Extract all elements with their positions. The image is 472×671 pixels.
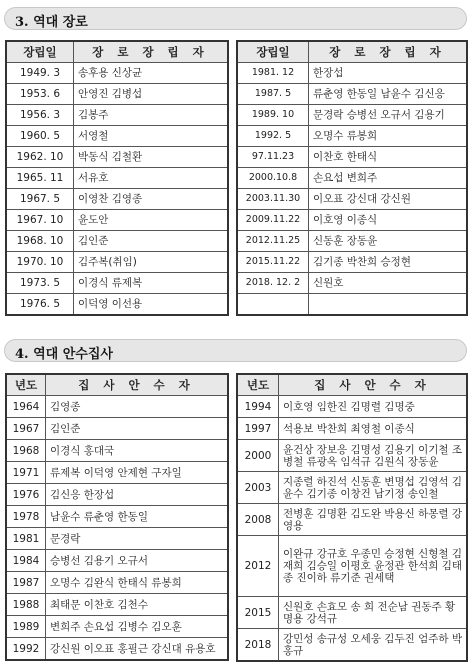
ordained-names: 최태문 이찬호 김천수 xyxy=(46,594,229,616)
table-row xyxy=(6,252,228,273)
table-row xyxy=(6,616,228,638)
table-row xyxy=(6,210,228,231)
elders-table-right xyxy=(236,40,468,316)
table-row xyxy=(237,472,467,504)
ordination-date: 2009.11.22 xyxy=(237,210,309,231)
ordination-date: 2015.11.22 xyxy=(237,252,309,273)
table-row xyxy=(237,168,467,189)
ordained-names: 김인준 xyxy=(74,231,229,252)
ordination-year: 2003 xyxy=(237,472,279,504)
ordained-names: 이경식 류제복 xyxy=(74,273,229,294)
ordination-date: 2003.11.30 xyxy=(237,189,309,210)
ordination-date: 1987. 5 xyxy=(237,84,309,105)
table-row xyxy=(6,594,228,616)
ordination-date: 1967. 10 xyxy=(6,210,74,231)
ordained-names: 석용보 박찬희 최영철 이종식 xyxy=(279,418,468,440)
col-header-year: 년도 xyxy=(6,374,46,396)
table-row xyxy=(6,418,228,440)
deacons-table-right xyxy=(236,373,468,662)
table-row xyxy=(237,597,467,629)
ordained-names: 문경락 xyxy=(46,528,229,550)
ordination-year: 1964 xyxy=(6,396,46,418)
col-header-names: 집 사 안 수 자 xyxy=(46,374,229,396)
ordained-names: 김인준 xyxy=(46,418,229,440)
table-row xyxy=(6,294,228,316)
table-row xyxy=(237,231,467,252)
ordination-date: 1960. 5 xyxy=(6,126,74,147)
ordained-names: 이오표 강신대 강신원 xyxy=(309,189,468,210)
deacons-table-left xyxy=(5,373,229,661)
table-row xyxy=(6,63,228,84)
ordained-names: 강신원 이오표 홍필근 강신대 유용호 xyxy=(46,638,229,661)
table-row xyxy=(6,550,228,572)
ordination-year: 1981 xyxy=(6,528,46,550)
ordained-names: 류제복 이덕영 안제현 구자일 xyxy=(46,462,229,484)
ordination-year: 1984 xyxy=(6,550,46,572)
ordination-year: 1976 xyxy=(6,484,46,506)
ordained-names: 지종렬 하진석 신동훈 변명섭 김영석 김윤수 김기종 이창건 남기정 송인철 xyxy=(279,472,468,504)
table-row xyxy=(237,189,467,210)
col-header-date: 장립일 xyxy=(6,41,74,63)
table-row xyxy=(6,462,228,484)
ordination-date: 1970. 10 xyxy=(6,252,74,273)
ordained-names: 한장섭 xyxy=(309,63,468,84)
ordination-date: 2000.10.8 xyxy=(237,168,309,189)
ordained-names: 김영종 xyxy=(46,396,229,418)
table-row xyxy=(6,273,228,294)
ordained-names: 강민성 송규성 오세웅 김두진 엄주하 박홍규 xyxy=(279,629,468,662)
ordained-names: 이호영 임한진 김명렬 김명중 xyxy=(279,396,468,418)
ordination-date: 2012.11.25 xyxy=(237,231,309,252)
table-row xyxy=(237,396,467,418)
table-row xyxy=(237,504,467,536)
ordained-names: 문경락 승병선 오규서 김용기 xyxy=(309,105,468,126)
section-3-header xyxy=(4,7,467,30)
table-row xyxy=(6,484,228,506)
ordination-year: 2015 xyxy=(237,597,279,629)
ordination-year: 1992 xyxy=(6,638,46,661)
table-row xyxy=(237,273,467,294)
section-4-title: 4. 역대 안수집사 xyxy=(15,347,113,362)
table-row xyxy=(237,252,467,273)
ordination-date: 1967. 5 xyxy=(6,189,74,210)
table-row xyxy=(6,126,228,147)
table-row xyxy=(237,147,467,168)
table-row xyxy=(6,572,228,594)
ordination-date xyxy=(237,294,309,316)
table-row xyxy=(6,189,228,210)
ordination-year: 2008 xyxy=(237,504,279,536)
ordained-names: 신원호 xyxy=(309,273,468,294)
ordained-names: 이완규 강규호 우종민 승정현 신형철 김재희 김승일 이평호 윤정관 한석희 김태종 진이하 류기준 권세택 xyxy=(279,536,468,597)
section-4-header xyxy=(4,339,467,362)
ordination-date: 1953. 6 xyxy=(6,84,74,105)
ordained-names: 윤도안 xyxy=(74,210,229,231)
col-header-date: 장립일 xyxy=(237,41,309,63)
ordination-year: 1971 xyxy=(6,462,46,484)
elders-table-left xyxy=(5,40,229,316)
ordination-date: 1965. 11 xyxy=(6,168,74,189)
ordained-names: 서영철 xyxy=(74,126,229,147)
ordination-date: 1976. 5 xyxy=(6,294,74,316)
ordination-year: 1989 xyxy=(6,616,46,638)
ordination-year: 1987 xyxy=(6,572,46,594)
ordained-names: 김기종 박찬희 승정현 xyxy=(309,252,468,273)
ordained-names: 류춘영 한동일 남윤수 김신응 xyxy=(309,84,468,105)
ordination-year: 1978 xyxy=(6,506,46,528)
ordination-date: 1981. 12 xyxy=(237,63,309,84)
ordained-names: 이찬호 한태식 xyxy=(309,147,468,168)
ordination-year: 1994 xyxy=(237,396,279,418)
table-row xyxy=(237,105,467,126)
ordination-date: 2018. 12. 2 xyxy=(237,273,309,294)
ordained-names: 신원호 손효모 송 희 전순남 권동주 황명용 강석규 xyxy=(279,597,468,629)
table-row xyxy=(6,105,228,126)
ordained-names: 안영진 김병섭 xyxy=(74,84,229,105)
ordination-date: 1968. 10 xyxy=(6,231,74,252)
table-row xyxy=(237,63,467,84)
table-row xyxy=(237,440,467,472)
ordination-year: 2012 xyxy=(237,536,279,597)
ordination-date: 1956. 3 xyxy=(6,105,74,126)
ordination-year: 2018 xyxy=(237,629,279,662)
table-row xyxy=(6,231,228,252)
ordained-names: 김봉주 xyxy=(74,105,229,126)
ordained-names: 이경식 홍대국 xyxy=(46,440,229,462)
ordination-year: 1967 xyxy=(6,418,46,440)
ordination-date: 1962. 10 xyxy=(6,147,74,168)
ordained-names: 윤건상 장보응 김명성 김용기 이기철 조병철 류광옥 임석규 김원식 장동윤 xyxy=(279,440,468,472)
ordained-names xyxy=(309,294,468,316)
ordination-date: 97.11.23 xyxy=(237,147,309,168)
ordained-names: 이호영 이종식 xyxy=(309,210,468,231)
ordained-names: 손요섭 변희주 xyxy=(309,168,468,189)
ordination-year: 1988 xyxy=(6,594,46,616)
table-row xyxy=(237,418,467,440)
ordination-date: 1989. 10 xyxy=(237,105,309,126)
table-row xyxy=(237,126,467,147)
ordination-year: 2000 xyxy=(237,440,279,472)
ordained-names: 이영찬 김영종 xyxy=(74,189,229,210)
table-row xyxy=(6,396,228,418)
table-row xyxy=(6,506,228,528)
section-3-title: 3. 역대 장로 xyxy=(15,15,88,30)
ordained-names: 오명수 김완식 한태식 류봉희 xyxy=(46,572,229,594)
table-row xyxy=(6,147,228,168)
ordination-year: 1968 xyxy=(6,440,46,462)
ordained-names: 김주복(취임) xyxy=(74,252,229,273)
table-row xyxy=(6,440,228,462)
ordained-names: 서유호 xyxy=(74,168,229,189)
ordained-names: 김신응 한장섭 xyxy=(46,484,229,506)
ordination-date: 1949. 3 xyxy=(6,63,74,84)
ordained-names: 남윤수 류춘영 한동일 xyxy=(46,506,229,528)
ordained-names: 변희주 손요섭 김병수 김오훈 xyxy=(46,616,229,638)
ordained-names: 오명수 류봉희 xyxy=(309,126,468,147)
ordained-names: 승병선 김용기 오규서 xyxy=(46,550,229,572)
table-row xyxy=(237,84,467,105)
ordination-date: 1992. 5 xyxy=(237,126,309,147)
col-header-year: 년도 xyxy=(237,374,279,396)
table-row xyxy=(237,536,467,597)
ordained-names: 박동식 김철환 xyxy=(74,147,229,168)
ordained-names: 이덕영 이선용 xyxy=(74,294,229,316)
table-row xyxy=(237,629,467,662)
ordained-names: 신동훈 장동윤 xyxy=(309,231,468,252)
table-row xyxy=(237,294,467,316)
col-header-names: 장 로 장 립 자 xyxy=(74,41,229,63)
ordained-names: 송후용 신상균 xyxy=(74,63,229,84)
col-header-names: 장 로 장 립 자 xyxy=(309,41,468,63)
table-row xyxy=(237,210,467,231)
table-row xyxy=(6,84,228,105)
table-row xyxy=(6,638,228,661)
table-row xyxy=(6,168,228,189)
ordination-date: 1973. 5 xyxy=(6,273,74,294)
ordained-names: 전병훈 김명환 김도완 박용신 하몽렬 강영용 xyxy=(279,504,468,536)
ordination-year: 1997 xyxy=(237,418,279,440)
col-header-names: 집 사 안 수 자 xyxy=(279,374,468,396)
table-row xyxy=(6,528,228,550)
